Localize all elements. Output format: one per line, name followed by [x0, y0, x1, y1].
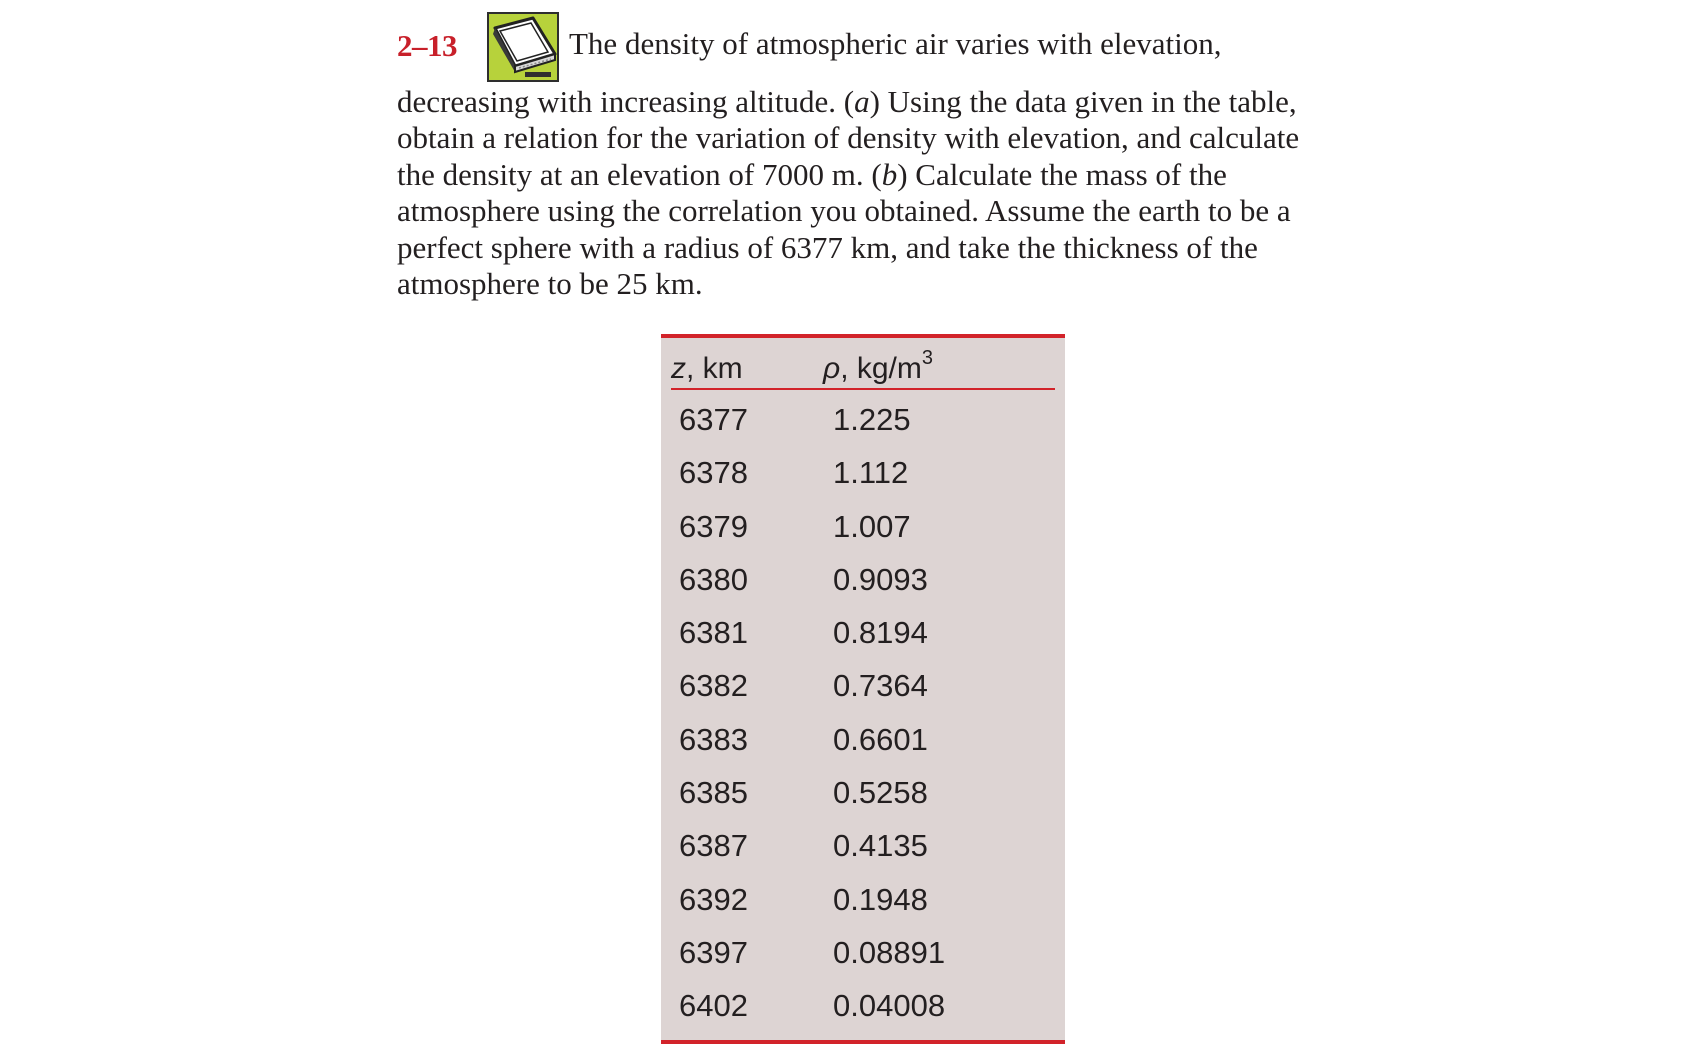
text-run: the density at an elevation of 7000 m. (	[397, 156, 882, 192]
density-cell: 1.112	[833, 455, 909, 491]
density-cell: 0.04008	[833, 988, 946, 1024]
unit-exponent: 3	[921, 347, 933, 369]
part-label-a: a	[854, 84, 870, 119]
table-body	[661, 400, 1065, 1040]
text-run: atmosphere using the correlation you obtained. Assume the earth to be a	[397, 193, 1291, 229]
laptop-computer-icon	[487, 12, 559, 82]
column-header-density	[823, 347, 933, 386]
text-run: decreasing with increasing altitude. (	[397, 84, 855, 119]
elevation-cell: 6381	[679, 615, 748, 651]
density-cell: 0.08891	[833, 934, 946, 970]
table-row	[661, 720, 1065, 773]
elevation-cell: 6382	[679, 668, 748, 704]
symbol-z: z	[671, 352, 686, 385]
table-row	[661, 986, 1065, 1039]
statement-line	[397, 84, 1357, 120]
statement-line	[397, 230, 1357, 266]
elevation-cell: 6387	[679, 828, 748, 864]
statement-line	[397, 193, 1357, 229]
density-cell: 0.7364	[833, 668, 928, 704]
table-row	[661, 560, 1065, 613]
elevation-cell: 6385	[679, 775, 748, 811]
unit-km: , km	[686, 352, 743, 385]
density-cell: 0.9093	[833, 561, 928, 597]
elevation-cell: 6383	[679, 721, 748, 757]
density-cell: 1.007	[833, 508, 911, 544]
table-row	[661, 773, 1065, 826]
table-row	[661, 826, 1065, 879]
density-table	[661, 334, 1065, 1044]
problem-statement	[397, 84, 1357, 302]
table-header	[671, 346, 1055, 390]
density-cell: 0.8194	[833, 615, 928, 651]
elevation-cell: 6379	[679, 508, 748, 544]
statement-line	[397, 266, 1357, 302]
table-row	[661, 400, 1065, 453]
table-row	[661, 933, 1065, 986]
table-row	[661, 453, 1065, 506]
elevation-cell: 6397	[679, 934, 748, 970]
problem-header	[397, 12, 1347, 84]
elevation-cell: 6402	[679, 988, 748, 1024]
table-row	[661, 666, 1065, 719]
part-label-b: b	[881, 156, 898, 192]
problem-first-line: The density of atmospheric air varies with elevation,	[569, 26, 1222, 61]
text-run: perfect sphere with a radius of 6377 km, and take the thickness of the	[397, 229, 1258, 265]
unit-kg-per-m: , kg/m	[840, 352, 922, 385]
column-header-elevation	[671, 352, 743, 386]
density-cell: 0.5258	[833, 775, 928, 811]
symbol-rho: ρ	[823, 352, 841, 385]
density-cell: 0.4135	[833, 828, 928, 864]
elevation-cell: 6380	[679, 561, 748, 597]
text-run: ) Calculate the mass of the	[897, 156, 1227, 192]
density-cell: 0.6601	[833, 721, 928, 757]
table-row	[661, 507, 1065, 560]
statement-line	[397, 157, 1357, 193]
table-row	[661, 880, 1065, 933]
elevation-cell: 6392	[679, 881, 748, 917]
text-run: ) Using the data given in the table,	[869, 84, 1297, 119]
density-cell: 1.225	[833, 402, 911, 437]
density-cell: 0.1948	[833, 881, 928, 917]
table-row	[661, 613, 1065, 666]
problem-number: 2–13	[397, 28, 457, 63]
statement-line	[397, 120, 1357, 156]
text-run: atmosphere to be 25 km.	[397, 266, 703, 302]
elevation-cell: 6378	[679, 455, 748, 491]
text-run: obtain a relation for the variation of density with elevation, and calculate	[397, 120, 1300, 156]
elevation-cell: 6377	[679, 402, 748, 437]
